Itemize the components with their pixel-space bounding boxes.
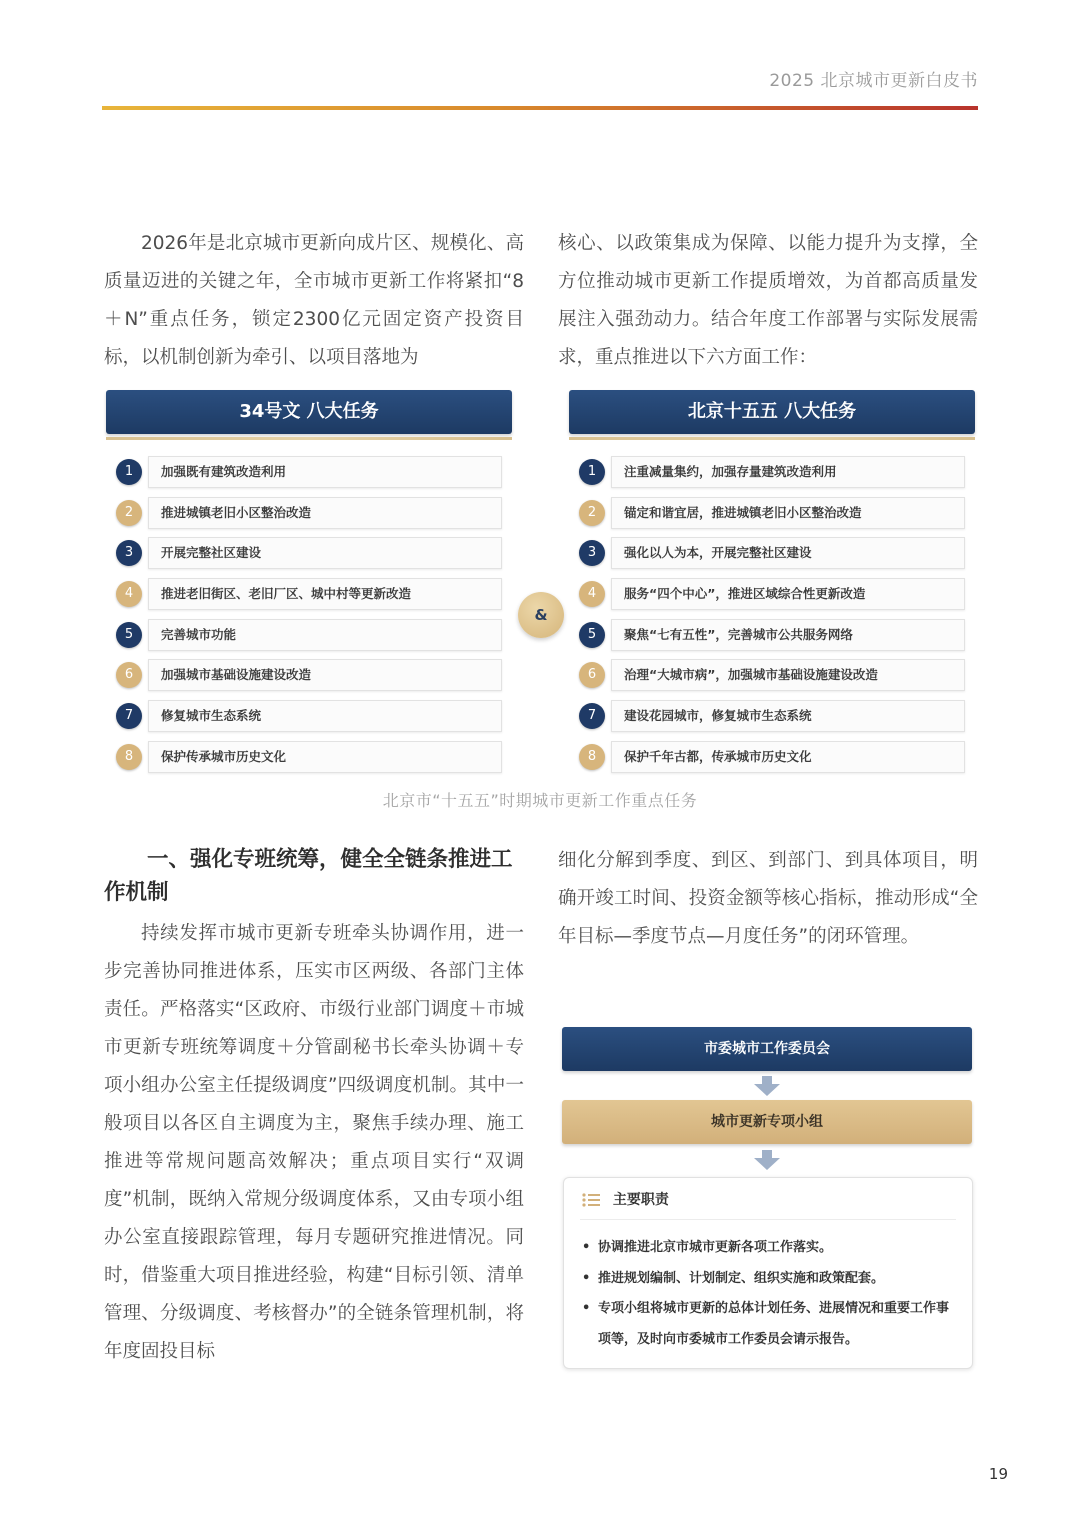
panel-header-15th-five-year: 北京十五五 八大任务 xyxy=(569,390,975,434)
task-panel-34 xyxy=(106,390,512,780)
list-icon xyxy=(582,1192,600,1208)
task-label: 加强城市基础设施建设改造 xyxy=(148,659,502,691)
task-label: 保护千年古都，传承城市历史文化 xyxy=(611,741,965,773)
duties-card xyxy=(563,1177,973,1369)
duty-text: 专项小组将城市更新的总体计划任务、进展情况和重要工作事项等，及时向市委城市工作委员会请示报告。 xyxy=(598,1301,950,1347)
task-label: 修复城市生态系统 xyxy=(148,700,502,732)
task-row xyxy=(106,454,512,495)
task-row xyxy=(106,495,512,536)
task-row xyxy=(569,698,975,739)
page-number: 19 xyxy=(988,1465,1008,1483)
task-label: 注重减量集约，加强存量建筑改造利用 xyxy=(611,456,965,488)
duty-item xyxy=(580,1264,958,1295)
task-row xyxy=(106,576,512,617)
task-label: 推进城镇老旧小区整治改造 xyxy=(148,497,502,529)
task-panel-15th-five-year xyxy=(569,390,975,780)
duty-item xyxy=(580,1233,958,1264)
task-number-badge: 1 xyxy=(116,459,142,485)
task-number-badge: 8 xyxy=(579,744,605,770)
task-number-badge: 4 xyxy=(116,581,142,607)
task-label: 推进老旧街区、老旧厂区、城中村等更新改造 xyxy=(148,578,502,610)
task-label: 加强既有建筑改造利用 xyxy=(148,456,502,488)
down-arrow-icon xyxy=(752,1150,782,1170)
panel-underline xyxy=(106,437,512,440)
bullet-icon: • xyxy=(582,1270,591,1286)
task-number-badge: 3 xyxy=(579,540,605,566)
task-row xyxy=(569,535,975,576)
bullet-icon: • xyxy=(582,1301,591,1316)
task-label: 完善城市功能 xyxy=(148,619,502,651)
duty-item xyxy=(580,1294,958,1355)
intro-right-paragraph: 核心、以政策集成为保障、以能力提升为支撑，全方位推动城市更新工作提质增效，为首都高质量发展注入强劲动力。结合年度工作部署与实际发展需求，重点推进以下六方面工作： xyxy=(558,233,978,368)
task-label: 锚定和谐宜居，推进城镇老旧小区整治改造 xyxy=(611,497,965,529)
task-number-badge: 1 xyxy=(579,459,605,485)
task-label: 保护传承城市历史文化 xyxy=(148,741,502,773)
duties-separator xyxy=(580,1219,956,1220)
task-row xyxy=(106,739,512,780)
task-row xyxy=(569,617,975,658)
task-number-badge: 5 xyxy=(116,622,142,648)
task-label: 建设花园城市，修复城市生态系统 xyxy=(611,700,965,732)
section-left-column xyxy=(104,843,524,1371)
task-label: 开展完整社区建设 xyxy=(148,537,502,569)
section-heading: 一、强化专班统筹，健全全链条推进工作机制 xyxy=(104,847,513,905)
duty-text: 协调推进北京市城市更新各项工作落实。 xyxy=(598,1240,833,1255)
task-label: 治理“大城市病”，加强城市基础设施建设改造 xyxy=(611,659,965,691)
task-row xyxy=(106,698,512,739)
section-body-left: 持续发挥市城市更新专班牵头协调作用，进一步完善协同推进体系，压实市区两级、各部门主体责任。严格落实“区政府、市级行业部门调度＋市城市更新专班统筹调度＋分管副秘书长牵头协调＋专项小组办公室主任提级调度”四级调度机制。其中一般项目以各区自主调度为主，聚焦手续办理、施工推进等常规问题高效解决；重点项目实行“双调度”机制，既纳入常规分级调度体系，又由专项小组办公室直接跟踪管理，每月专题研究推进情况。同时，借鉴重大项目推进经验，构建“目标引领、清单管理、分级调度、考核督办”的全链条管理机制，将年度固投目标 xyxy=(104,923,524,1362)
org-box-committee: 市委城市工作委员会 xyxy=(562,1027,972,1071)
task-row xyxy=(106,535,512,576)
task-number-badge: 7 xyxy=(116,703,142,729)
header-title: 2025 北京城市更新白皮书 xyxy=(769,71,978,91)
task-list-15th-five-year xyxy=(569,454,975,780)
task-row xyxy=(569,739,975,780)
task-label: 服务“四个中心”，推进区域综合性更新改造 xyxy=(611,578,965,610)
down-arrow-icon xyxy=(752,1076,782,1096)
task-number-badge: 4 xyxy=(579,581,605,607)
figure-caption: 北京市“十五五”时期城市更新工作重点任务 xyxy=(382,791,698,810)
task-number-badge: 2 xyxy=(579,500,605,526)
bullet-icon: • xyxy=(582,1240,591,1255)
task-row xyxy=(569,657,975,698)
task-number-badge: 6 xyxy=(116,662,142,688)
panel-header-34: 34号文 八大任务 xyxy=(106,390,512,434)
task-label: 聚焦“七有五性”，完善城市公共服务网络 xyxy=(611,619,965,651)
duty-text: 推进规划编制、计划制定、组织实施和政策配套。 xyxy=(598,1270,885,1286)
task-row xyxy=(106,617,512,658)
org-box-working-group: 城市更新专项小组 xyxy=(562,1100,972,1144)
task-number-badge: 5 xyxy=(579,622,605,648)
task-number-badge: 3 xyxy=(116,540,142,566)
task-label: 强化以人为本，开展完整社区建设 xyxy=(611,537,965,569)
intro-left-paragraph: 2026年是北京城市更新向成片区、规模化、高质量迈进的关键之年，全市城市更新工作将紧扣“8＋N”重点任务，锁定2300亿元固定资产投资目标，以机制创新为牵引、以项目落地为 xyxy=(104,233,524,368)
ampersand-connector: & xyxy=(518,592,564,638)
task-number-badge: 8 xyxy=(116,744,142,770)
task-row xyxy=(106,657,512,698)
intro-left-column xyxy=(104,225,524,377)
task-number-badge: 7 xyxy=(579,703,605,729)
task-list-34 xyxy=(106,454,512,780)
intro-right-column xyxy=(558,225,978,377)
duties-title-text: 主要职责 xyxy=(612,1192,669,1208)
task-row xyxy=(569,454,975,495)
duties-list xyxy=(580,1233,958,1355)
task-number-badge: 6 xyxy=(579,662,605,688)
header-rule xyxy=(102,106,978,110)
section-body-right: 细化分解到季度、到区、到部门、到具体项目，明确开竣工时间、投资金额等核心指标，推动形成“全年目标—季度节点—月度任务”的闭环管理。 xyxy=(558,850,978,947)
panel-underline xyxy=(569,437,975,440)
task-row xyxy=(569,495,975,536)
duties-title xyxy=(582,1188,669,1212)
task-row xyxy=(569,576,975,617)
task-number-badge: 2 xyxy=(116,500,142,526)
